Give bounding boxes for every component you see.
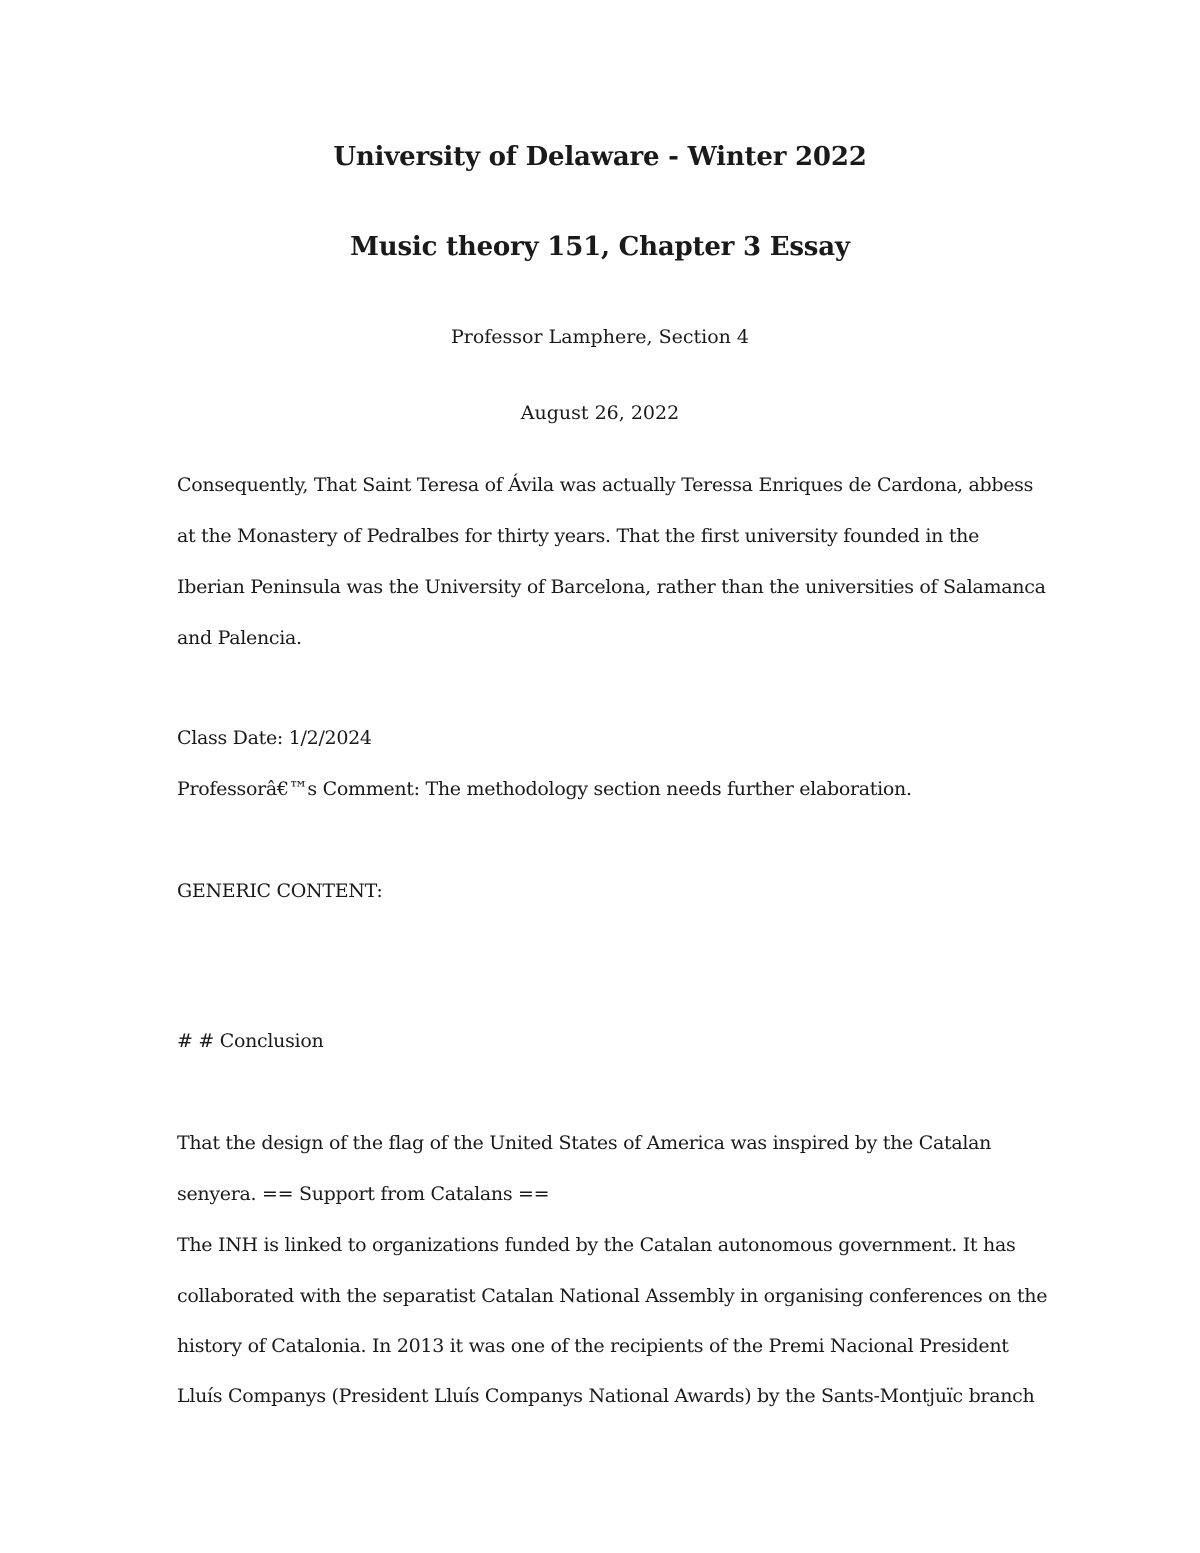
support-line: The INH is linked to organizations funded by the Catalan autonomous government. It has <box>177 1234 1016 1256</box>
conclusion-line: That the design of the flag of the United States of America was inspired by the Catalan <box>177 1132 992 1154</box>
intro-line: at the Monastery of Pedralbes for thirty years. That the first university founded in the <box>177 525 980 547</box>
university-title: University of Delaware - Winter 2022 <box>333 142 867 172</box>
intro-line: Iberian Peninsula was the University of Barcelona, rather than the universities of Salamanca <box>177 576 1046 598</box>
professor-line: Professor Lamphere, Section 4 <box>450 326 750 348</box>
support-line: Lluís Companys (President Lluís Companys National Awards) by the Sants-Montjuïc branch <box>177 1385 1035 1407</box>
class-date: Class Date: 1/2/2024 <box>177 727 372 749</box>
date-line: August 26, 2022 <box>520 402 680 424</box>
intro-line: Consequently, That Saint Teresa of Ávila was actually Teressa Enriques de Cardona, abbess <box>177 474 1034 496</box>
support-line: collaborated with the separatist Catalan National Assembly in organising conferences on the <box>177 1285 1048 1307</box>
generic-content-label: GENERIC CONTENT: <box>177 880 383 902</box>
intro-line: and Palencia. <box>177 627 302 649</box>
support-line: history of Catalonia. In 2013 it was one of the recipients of the Premi Nacional President <box>177 1335 1009 1357</box>
conclusion-heading: # # Conclusion <box>177 1030 324 1052</box>
course-title: Music theory 151, Chapter 3 Essay <box>350 232 850 262</box>
professor-comment: Professorâ€™s Comment: The methodology section needs further elaboration. <box>177 778 912 800</box>
conclusion-line: senyera. == Support from Catalans == <box>177 1183 550 1205</box>
